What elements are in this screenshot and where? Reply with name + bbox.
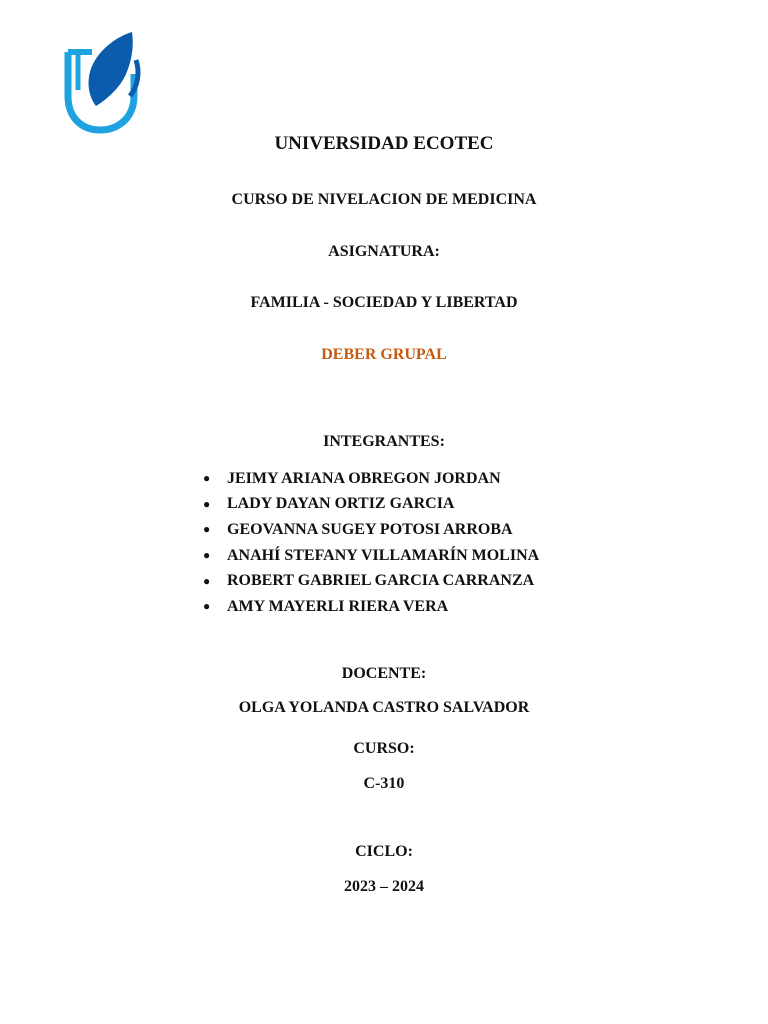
- member-name: GEOVANNA SUGEY POTOSI ARROBA: [227, 520, 513, 538]
- members-list: [203, 466, 539, 620]
- member-name: AMY MAYERLI RIERA VERA: [227, 597, 449, 615]
- member-name: LADY DAYAN ORTIZ GARCIA: [227, 495, 455, 513]
- members-label: INTEGRANTES:: [323, 433, 445, 450]
- list-item: [203, 466, 539, 492]
- list-item: [203, 492, 539, 518]
- course-label: CURSO:: [353, 740, 415, 757]
- teacher-label: DOCENTE:: [341, 665, 427, 682]
- member-name: ANAHÍ STEFANY VILLAMARÍN MOLINA: [227, 546, 540, 564]
- bullet-icon: ●: [203, 548, 211, 563]
- bullet-icon: ●: [203, 522, 211, 537]
- subject-label: ASIGNATURA:: [328, 243, 440, 260]
- course-value: C-310: [363, 775, 405, 792]
- university-logo-icon: [62, 30, 142, 134]
- list-item: [203, 594, 539, 620]
- university-name: UNIVERSIDAD ECOTEC: [274, 133, 494, 154]
- list-item: [203, 568, 539, 594]
- course-program: CURSO DE NIVELACION DE MEDICINA: [231, 191, 537, 208]
- subject-name: FAMILIA - SOCIEDAD Y LIBERTAD: [250, 294, 518, 311]
- assignment-title: DEBER GRUPAL: [321, 346, 447, 363]
- cycle-value: 2023 – 2024: [344, 878, 424, 895]
- member-name: JEIMY ARIANA OBREGON JORDAN: [227, 469, 501, 487]
- list-item: [203, 517, 539, 543]
- bullet-icon: ●: [203, 599, 211, 614]
- bullet-icon: ●: [203, 471, 211, 486]
- bullet-icon: ●: [203, 573, 211, 588]
- member-name: ROBERT GABRIEL GARCIA CARRANZA: [227, 572, 535, 590]
- teacher-name: OLGA YOLANDA CASTRO SALVADOR: [238, 699, 530, 716]
- cycle-label: CICLO:: [355, 843, 413, 860]
- list-item: [203, 543, 539, 569]
- bullet-icon: ●: [203, 496, 211, 511]
